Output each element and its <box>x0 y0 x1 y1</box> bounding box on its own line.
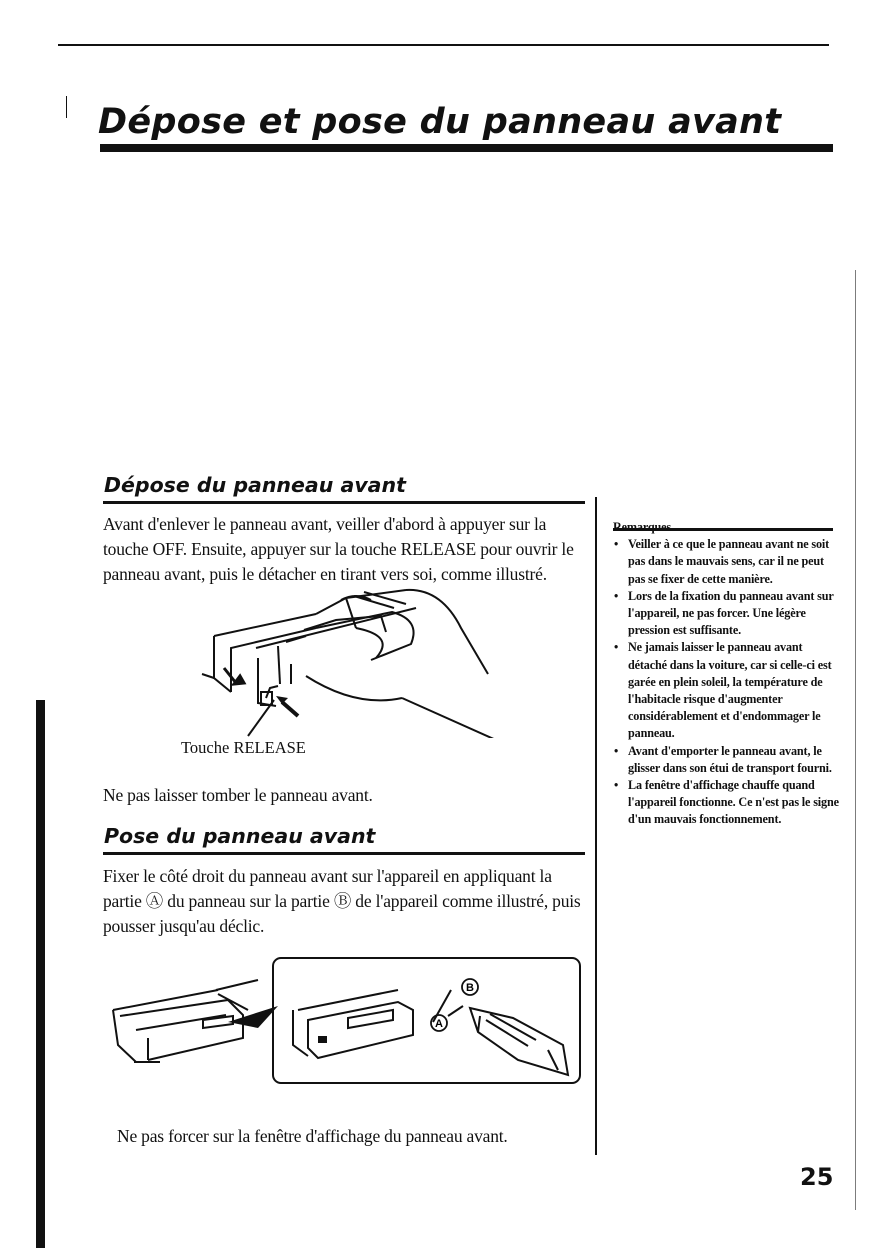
install-caution: Ne pas forcer sur la fenêtre d'affichage du panneau avant. <box>117 1126 508 1146</box>
removal-caution: Ne pas laisser tomber le panneau avant. <box>103 785 373 805</box>
remark-item: • Avant d'emporter le panneau avant, le glisser dans son étui de transport fourni. <box>613 743 839 777</box>
left-margin-tick <box>66 96 67 118</box>
right-edge-line <box>855 270 856 1210</box>
install-heading: Pose du panneau avant <box>104 824 376 848</box>
remarks-title: Remarques <box>613 520 672 534</box>
remark-item: • Ne jamais laisser le panneau avant détaché dans la voiture, car si celle-ci est garée en plein soleil, la température de l'habitacle risque d'augmenter considérablement et d'endommager le panneau. <box>613 639 839 742</box>
part-a-label: A <box>435 1018 443 1030</box>
top-rule <box>58 44 829 46</box>
column-divider <box>595 497 597 1155</box>
release-key-label: Touche RELEASE <box>181 738 306 757</box>
removal-body: Avant d'enlever le panneau avant, veiller d'abord à appuyer sur la touche OFF. Ensuite, appuyer sur la touche RELEASE pour ouvrir le panneau avant, puis le détacher en tirant vers soi, comme illustré. <box>103 514 574 584</box>
left-edge-bar <box>36 700 45 1248</box>
install-rule <box>103 852 585 855</box>
remarks-box <box>613 519 839 829</box>
install-body: Fixer le côté droit du panneau avant sur l'appareil en appliquant la partie Ⓐ du panneau sur la partie Ⓑ de l'appareil comme illustré, puis pousser jusqu'au déclic. <box>103 866 581 936</box>
remark-item: • La fenêtre d'affichage chauffe quand l'appareil fonctionne. Ce n'est pas le signe d'un mauvais fonctionnement. <box>613 777 839 829</box>
page-title: Dépose et pose du panneau avant <box>98 102 782 142</box>
remarks-list <box>613 536 839 828</box>
part-b-label: B <box>466 982 474 994</box>
remark-item: • Lors de la fixation du panneau avant sur l'appareil, ne pas forcer. Une légère pression est suffisante. <box>613 588 839 640</box>
title-rule <box>100 144 833 152</box>
install-illustration <box>108 950 590 1100</box>
remark-item: • Veiller à ce que le panneau avant ne soit pas dans le mauvais sens, car il ne peut pas se fixer de cette manière. <box>613 536 839 588</box>
removal-heading: Dépose du panneau avant <box>104 473 406 497</box>
removal-rule <box>103 501 585 504</box>
page-number: 25 <box>800 1163 834 1191</box>
removal-illustration <box>196 588 506 738</box>
